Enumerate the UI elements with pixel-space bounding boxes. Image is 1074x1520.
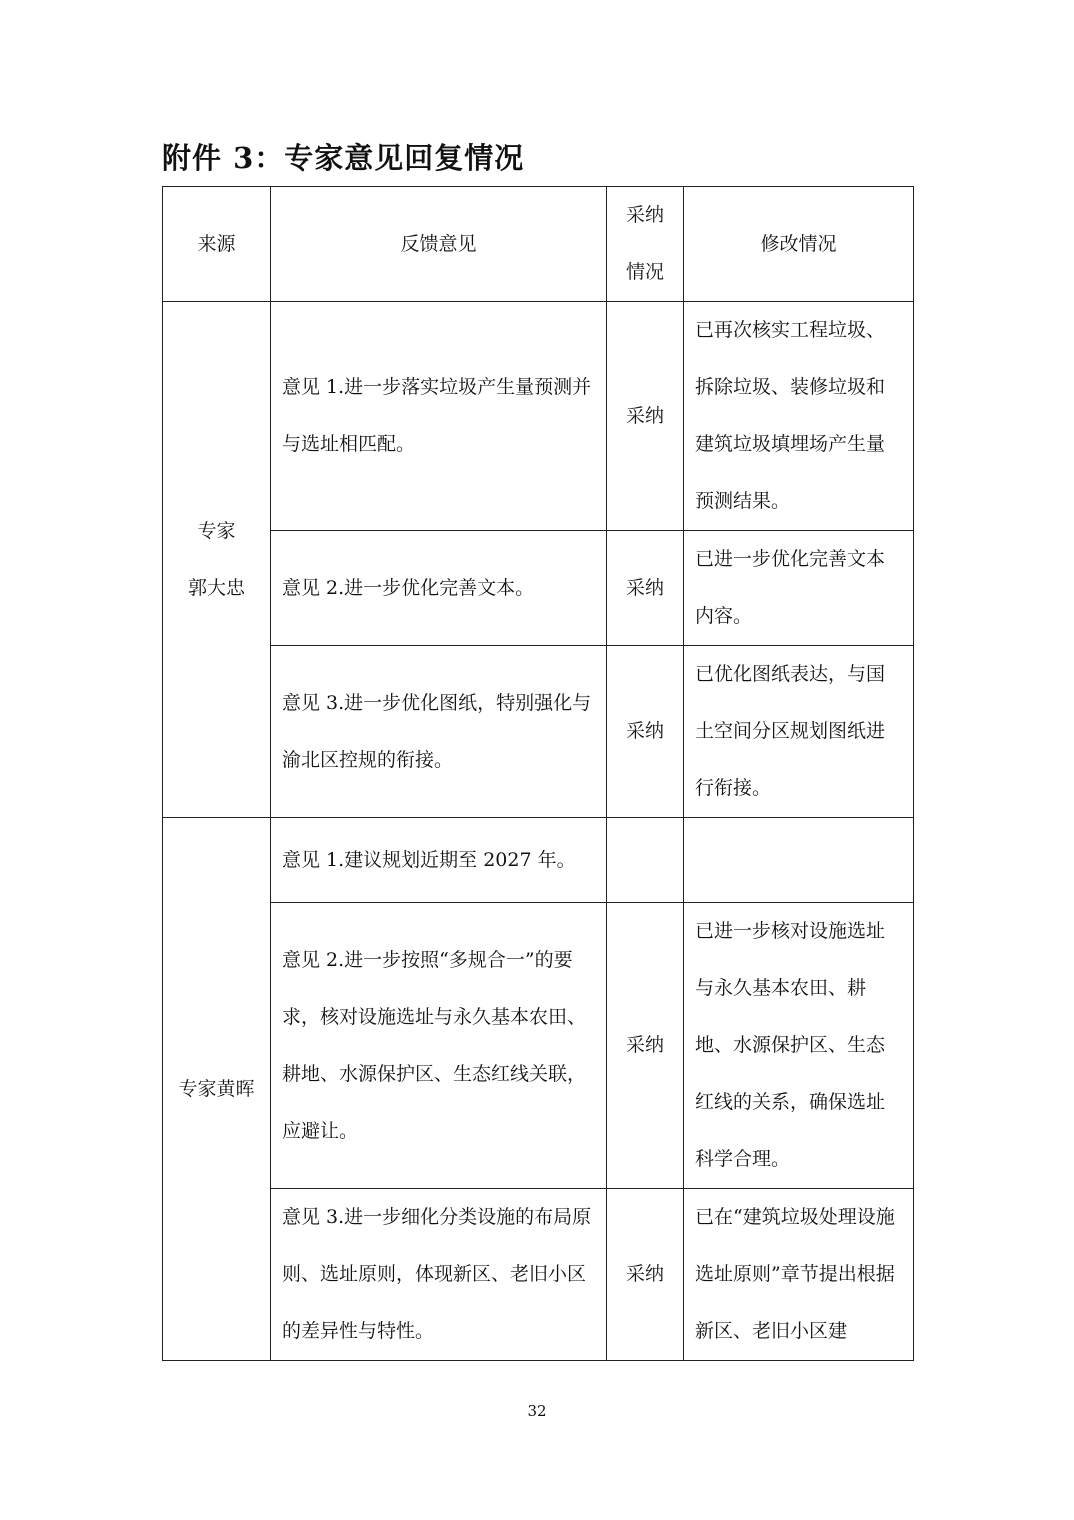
adopt-cell <box>607 818 684 903</box>
change-cell <box>684 818 914 903</box>
table-row <box>163 903 914 1189</box>
change-cell: 已在“建筑垃圾处理设施选址原则”章节提出根据新区、老旧小区建 <box>684 1189 914 1361</box>
table-row <box>163 302 914 531</box>
adopt-cell: 采纳 <box>607 646 684 818</box>
expert-feedback-table <box>162 186 914 1361</box>
adopt-cell: 采纳 <box>607 903 684 1189</box>
feedback-cell: 意见 2.进一步优化完善文本。 <box>271 531 607 646</box>
feedback-cell: 意见 3.进一步细化分类设施的布局原则、选址原则，体现新区、老旧小区的差异性与特性。 <box>271 1189 607 1361</box>
source-cell-expert-1 <box>163 302 271 818</box>
header-feedback: 反馈意见 <box>271 187 607 302</box>
adopt-cell: 采纳 <box>607 531 684 646</box>
change-cell: 已优化图纸表达，与国土空间分区规划图纸进行衔接。 <box>684 646 914 818</box>
feedback-cell: 意见 1.进一步落实垃圾产生量预测并与选址相匹配。 <box>271 302 607 531</box>
source-cell-expert-2 <box>163 818 271 1361</box>
feedback-cell: 意见 1.建议规划近期至 2027 年。 <box>271 818 607 903</box>
adopt-cell: 采纳 <box>607 302 684 531</box>
table-row <box>163 531 914 646</box>
header-adopt-line2: 情况 <box>625 261 664 283</box>
header-change: 修改情况 <box>684 187 914 302</box>
feedback-cell: 意见 3.进一步优化图纸，特别强化与渝北区控规的衔接。 <box>271 646 607 818</box>
source-line: 郭大忠 <box>187 576 245 599</box>
table-row <box>163 818 914 903</box>
table-row <box>163 1189 914 1361</box>
change-cell: 已进一步核对设施选址与永久基本农田、耕地、水源保护区、生态红线的关系，确保选址科学合理。 <box>684 903 914 1189</box>
change-cell: 已再次核实工程垃圾、拆除垃圾、装修垃圾和建筑垃圾填埋场产生量预测结果。 <box>684 302 914 531</box>
adopt-cell: 采纳 <box>607 1189 684 1361</box>
header-adopt-line1: 采纳 <box>625 204 664 226</box>
page-number: 32 <box>527 1402 547 1420</box>
feedback-cell: 意见 2.进一步按照“多规合一”的要求，核对设施选址与永久基本农田、耕地、水源保护区、生态红线关联，应避让。 <box>271 903 607 1189</box>
header-source: 来源 <box>163 187 271 302</box>
change-cell: 已进一步优化完善文本内容。 <box>684 531 914 646</box>
table-row <box>163 646 914 818</box>
header-adopt <box>607 187 684 302</box>
page-title: 附件 3：专家意见回复情况 <box>162 141 525 175</box>
source-line: 专家黄晖 <box>178 1077 255 1100</box>
source-line: 专家 <box>197 519 236 542</box>
table-header-row <box>163 187 914 302</box>
